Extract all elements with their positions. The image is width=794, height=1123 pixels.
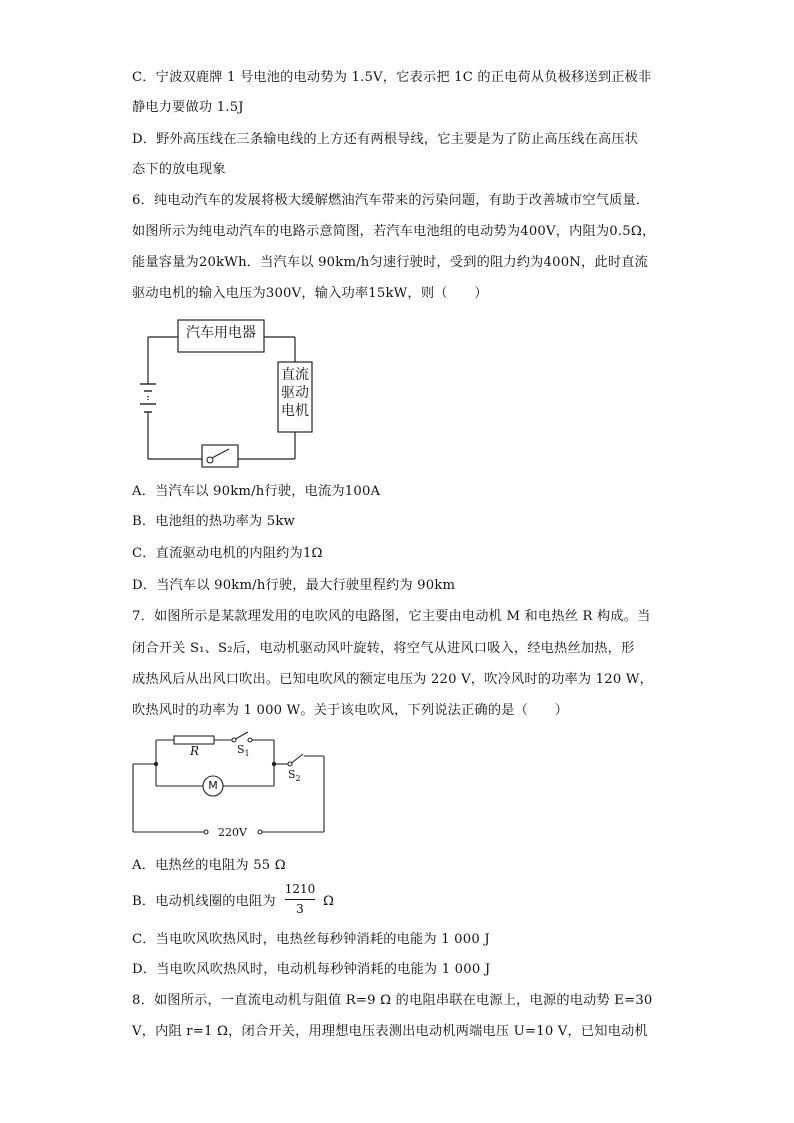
q7-motor-label: M <box>208 779 218 792</box>
q7-switch1-sub: 1 <box>244 749 250 759</box>
q7-option-b-numerator: 1210 <box>284 882 316 896</box>
q6-motor-label-line3: 电机 <box>281 403 309 419</box>
q7-option-a: A．电热丝的电阻为 55 Ω <box>132 858 286 873</box>
junction-dot <box>154 762 158 766</box>
q7-stem-line4: 吹热风时的功率为 1 000 W。关于该电吹风，下列说法正确的是（ ） <box>132 703 569 718</box>
q6-appliance-label: 汽车用电器 <box>186 325 256 341</box>
q5-option-d-line1: D．野外高压线在三条输电线的上方还有两根导线，它主要是为了防止高压线在高压状 <box>132 132 639 147</box>
terminal-icon <box>204 830 208 834</box>
q6-stem-line4: 驱动电机的输入电压为300V，输入功率15kW，则（ ） <box>132 286 488 301</box>
q7-stem-line3: 成热风后从出风口吹出。已知电吹风的额定电压为 220 V，吹冷风时的功率为 120 W， <box>132 672 653 687</box>
junction-dot <box>272 762 276 766</box>
q5-option-c-line2: 静电力要做功 1.5J <box>132 100 244 115</box>
q7-option-c: C．当电吹风吹热风时，电热丝每秒钟消耗的电能为 1 000 J <box>132 932 490 947</box>
q7-switch2-letter: S <box>288 768 296 781</box>
q7-switch2-sub: 2 <box>295 774 301 784</box>
q6-stem-line2: 如图所示为纯电动汽车的电路示意简图，若汽车电池组的电动势为400V，内阻为0.5Ω， <box>132 224 656 239</box>
q7-option-d: D．当电吹风吹热风时，电动机每秒钟消耗的电能为 1 000 J <box>132 962 491 977</box>
q8-stem-line2: V，内阻 r=1 Ω，闭合开关，用理想电压表测出电动机两端电压 U=10 V，已知电动机 <box>132 1024 648 1039</box>
q7-switch2-label <box>288 768 301 783</box>
q6-option-c: C．直流驱动电机的内阻约为1Ω <box>132 546 323 561</box>
battery-icon <box>140 384 156 412</box>
q7-switch1-label <box>237 743 250 758</box>
q7-circuit-diagram <box>128 728 332 842</box>
q7-stem-line2: 闭合开关 S₁、S₂后，电动机驱动风叶旋转，将空气从进风口吸入，经电热丝加热，形 <box>132 641 635 656</box>
q7-option-b-unit: Ω <box>323 894 335 909</box>
q7-option-b-denominator: 3 <box>296 902 304 916</box>
q5-option-c-line1: C．宁波双鹿牌 1 号电池的电动势为 1.5V，它表示把 1C 的正电荷从负极移送到正极非 <box>132 70 652 85</box>
q7-voltage-label: 220V <box>218 826 247 839</box>
q8-stem-line1: 8．如图所示，一直流电动机与阻值 R=9 Ω 的电阻串联在电源上，电源的电动势 E=30 <box>132 993 653 1008</box>
switch-s2-icon <box>288 754 304 766</box>
switch-icon <box>202 445 238 467</box>
q5-option-d-line2: 态下的放电现象 <box>132 162 226 177</box>
q6-motor-label-line2: 驱动 <box>281 385 309 401</box>
q7-switch1-letter: S <box>237 743 245 756</box>
q7-option-b-prefix: B．电动机线圈的电阻为 <box>132 894 276 909</box>
q7-stem-line1: 7．如图所示是某款理发用的电吹风的电路图，它主要由电动机 M 和电热丝 R 构成。当 <box>132 609 651 624</box>
q6-stem-line3: 能量容量为20kWh．当汽车以 90km/h匀速行驶时，受到的阻力约为400N，此时直流 <box>132 255 648 270</box>
q6-option-b: B．电池组的热功率为 5kw <box>132 514 296 529</box>
q6-motor-label-line1: 直流 <box>281 367 309 383</box>
q6-stem-line1: 6．纯电动汽车的发展将极大缓解燃油汽车带来的污染问题，有助于改善城市空气质量． <box>132 193 650 208</box>
terminal-icon <box>258 830 262 834</box>
resistor-icon <box>174 736 214 744</box>
q6-option-a: A．当汽车以 90km/h行驶，电流为100A <box>132 484 381 499</box>
fraction-bar <box>285 899 315 900</box>
q6-option-d: D．当汽车以 90km/h行驶，最大行驶里程约为 90km <box>132 578 456 593</box>
q7-resistor-label: R <box>190 744 200 758</box>
switch-s1-icon <box>232 732 252 742</box>
